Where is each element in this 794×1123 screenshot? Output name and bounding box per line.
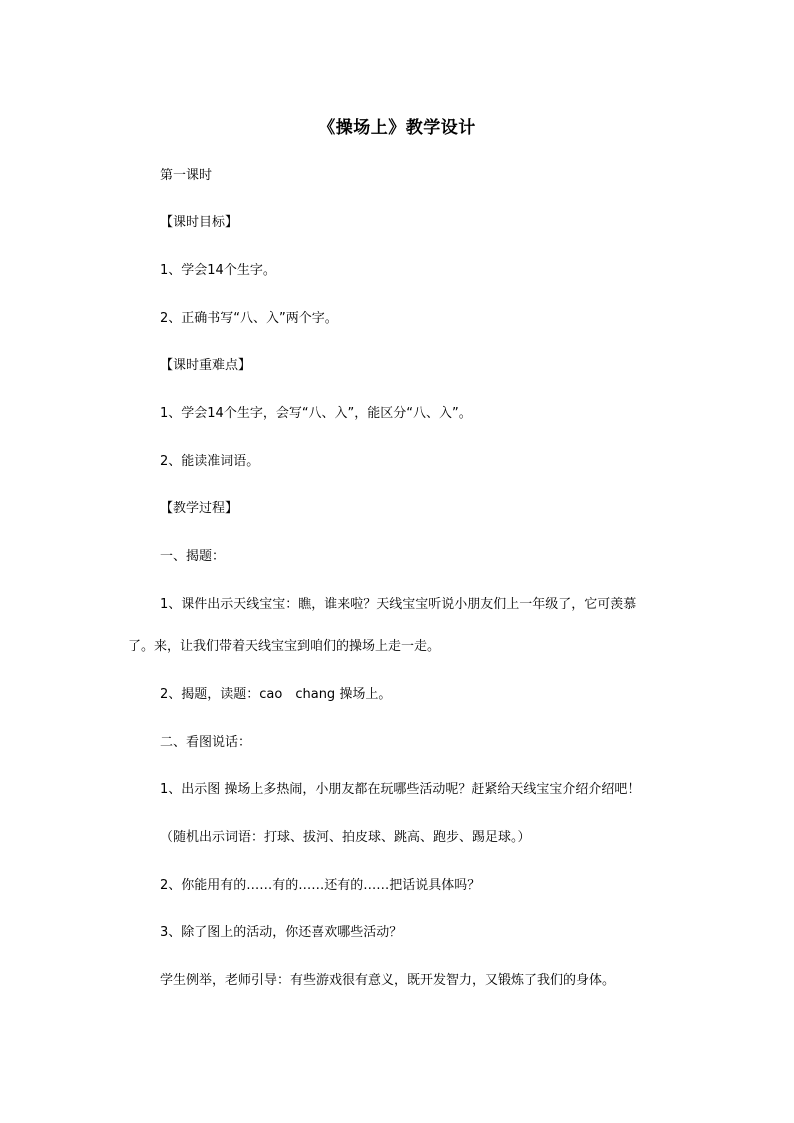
- process-paragraph-line: （随机出示词语：打球、拔河、拍皮球、跳高、跑步、踢足球。）: [160, 830, 531, 845]
- process-paragraph-line: 学生例举，老师引导：有些游戏很有意义，既开发智力，又锻炼了我们的身体。: [160, 973, 616, 988]
- process-paragraph-line: 2、揭题，读题：cao chang 操场上。: [160, 687, 392, 702]
- lesson-period: 第一课时: [160, 168, 213, 183]
- process-paragraph-line: 2、你能用有的……有的……还有的……把话说具体吗？: [160, 878, 481, 893]
- process-paragraph-line: 1、课件出示天线宝宝：瞧，谁来啦？天线宝宝听说小朋友们上一年级了，它可羡慕: [160, 597, 637, 612]
- key-point-item-1: 1、学会14个生字，会写“八、入”，能区分“八、入”。: [160, 406, 472, 421]
- objective-item-2: 2、正确书写“八、入”两个字。: [160, 311, 338, 326]
- process-step-1-heading: 一、揭题：: [160, 549, 226, 564]
- process-paragraph-line: 3、除了图上的活动，你还喜欢哪些活动？: [160, 925, 403, 940]
- process-step-2-heading: 二、看图说话：: [160, 735, 252, 750]
- section-heading-process: 【教学过程】: [160, 501, 239, 516]
- process-paragraph-line: 1、出示图 操场上多热闹，小朋友都在玩哪些活动呢？赶紧给天线宝宝介绍介绍吧！: [160, 782, 641, 797]
- key-point-item-2: 2、能读准词语。: [160, 454, 260, 469]
- objective-item-1: 1、学会14个生字。: [160, 263, 276, 278]
- process-paragraph-line-continued: 了。来，让我们带着天线宝宝到咱们的操场上走一走。: [128, 639, 441, 654]
- section-heading-key-points: 【课时重难点】: [160, 358, 252, 373]
- document-title: 《操场上》教学设计: [318, 118, 476, 138]
- section-heading-objectives: 【课时目标】: [160, 215, 239, 230]
